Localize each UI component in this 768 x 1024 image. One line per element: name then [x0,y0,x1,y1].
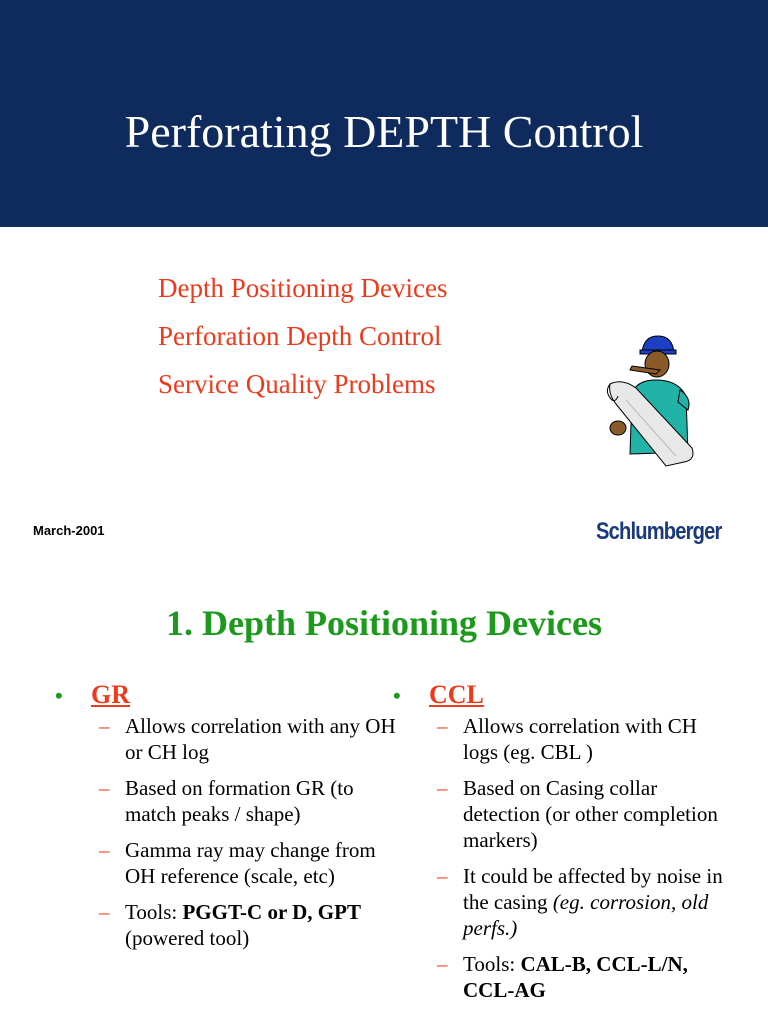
list-item-text: Based on Casing collar detection (or other completion markers) [463,776,718,852]
list-item [99,775,400,827]
gr-column [55,680,400,961]
noise-examples: (eg. corrosion, old perfs.) [463,890,709,940]
title-banner [0,0,768,227]
section-title: 1. Depth Positioning Devices [166,603,602,643]
list-item-text: Allows correlation with CH logs (eg. CBL ) [463,714,697,764]
gr-point-list [55,713,400,951]
agenda-item-depth-positioning: Depth Positioning Devices [158,273,448,303]
gr-heading [55,680,400,711]
list-item [437,713,733,765]
list-item-noise [437,863,733,941]
dash-marker: – [99,776,110,800]
tools-prefix: Tools: [125,900,183,924]
ccl-point-list [393,713,733,1003]
tools-prefix: Tools: [463,952,521,976]
engineer-with-blueprint-illustration [596,330,716,470]
list-item [99,837,400,889]
list-item [437,775,733,853]
tools-names: PGGT-C or D, GPT [182,900,361,924]
dash-marker: – [99,900,110,924]
dash-marker: – [437,714,448,738]
dash-marker: – [437,952,448,976]
bullet-icon: • [393,683,401,708]
list-item-text: Gamma ray may change from OH reference (scale, etc) [125,838,376,888]
tools-names: CAL-B, CCL-L/N, CCL-AG [463,952,688,1002]
slide-date: March-2001 [33,523,105,538]
noise-text: It could be affected by noise in the casing [463,864,723,914]
agenda-item-perforation-depth: Perforation Depth Control [158,321,442,351]
gr-heading-label: GR [91,680,130,709]
ccl-column [393,680,733,1013]
agenda-item-service-quality: Service Quality Problems [158,369,436,399]
list-item [99,713,400,765]
dash-marker: – [99,838,110,862]
list-item-text: Allows correlation with any OH or CH log [125,714,396,764]
tools-suffix: (powered tool) [125,926,250,950]
schlumberger-logo: Schlumberger [596,518,722,545]
list-item-tools [99,899,400,951]
ccl-heading [393,680,733,711]
ccl-heading-label: CCL [429,680,484,709]
list-item-tools [437,951,733,1003]
dash-marker: – [437,776,448,800]
dash-marker: – [437,864,448,888]
bullet-icon: • [55,683,63,708]
list-item-text: Based on formation GR (to match peaks / shape) [125,776,354,826]
slide-title: Perforating DEPTH Control [124,106,644,157]
dash-marker: – [99,714,110,738]
agenda-list [158,264,447,408]
